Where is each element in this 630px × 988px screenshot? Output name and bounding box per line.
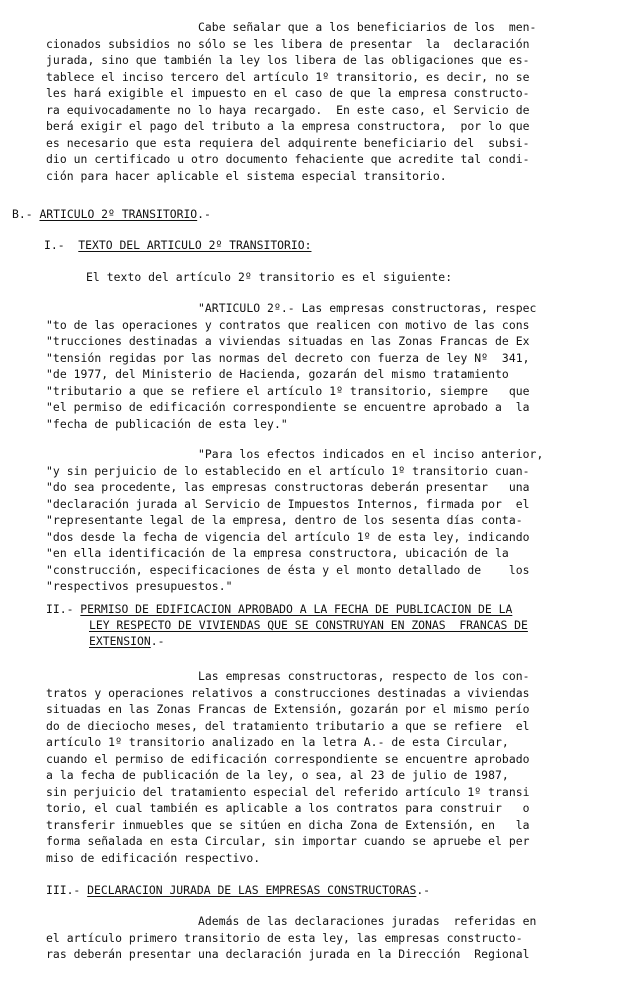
text-line: ra equivocadamente no lo haya recargado. En este caso, el Servicio de [46, 103, 530, 117]
text-line: "ARTICULO 2º.- Las empresas constructoras, respec [46, 301, 537, 315]
text-line: sin perjuicio del tratamiento especial del referido artículo 1º transi [46, 785, 530, 799]
text-line: artículo 1º transitorio analizado en la letra A.- de esta Circular, [46, 735, 509, 749]
text-line: tratos y operaciones relativos a construcciones destinadas a viviendas [46, 686, 530, 700]
text-line: torio, el cual también es aplicable a los contratos para construir o [46, 801, 530, 815]
text-line: "fecha de publicación de esta ley." [46, 417, 288, 431]
text-line: "tensión regidas por las normas del decreto con fuerza de ley Nº 341, [46, 351, 530, 365]
section-b-title: ARTICULO 2º TRANSITORIO [39, 207, 198, 221]
section-i-heading [44, 237, 311, 253]
section-ii-title-line: EXTENSION [89, 634, 151, 648]
text-line: "tributario a que se refiere el artículo 1º transitorio, siempre que [46, 384, 530, 398]
section-iii-prefix: III.- [46, 883, 88, 897]
text-line: les hará exigible el impuesto en el caso de que la empresa constructo- [46, 86, 530, 100]
text-line: "to de las operaciones y contratos que realicen con motivo de las cons [46, 318, 530, 332]
section-b-heading [12, 206, 211, 222]
text-line: Las empresas constructoras, respecto de los con- [46, 669, 530, 683]
section-ii-suffix: .- [150, 634, 165, 648]
text-line: "dos desde la fecha de vigencia del artículo 1º de esta ley, indicando [46, 530, 530, 544]
section-ii-title-line: PERMISO DE EDIFICACION APROBADO A LA FECHA DE PUBLICACION DE LA [80, 602, 513, 616]
text-line: Cabe señalar que a los beneficiarios de los men- [46, 20, 537, 34]
text-line: tablece el inciso tercero del artículo 1º transitorio, es decir, no se [46, 70, 530, 84]
text-line: cionados subsidios no sólo se les libera de presentar la declaración [46, 37, 530, 51]
text-line: a la fecha de publicación de la ley, o sea, al 23 de julio de 1987, [46, 768, 509, 782]
text-line: "respectivos presupuestos." [46, 579, 233, 593]
text-line: "y sin perjuicio de lo establecido en el artículo 1º transitorio cuan- [46, 464, 530, 478]
text-line: es necesario que esta requiera del adquirente beneficiario del subsi- [46, 136, 530, 150]
section-iii-heading [46, 882, 430, 898]
text-line: "el permiso de edificación correspondiente se encuentre aprobado a la [46, 400, 530, 414]
text-line: ras deberán presentar una declaración jurada en la Dirección Regional [46, 947, 530, 961]
text-line: "en ella identificación de la empresa constructora, ubicación de la [46, 546, 509, 560]
text-line: jurada, sino que también la ley los libera de las obligaciones que es- [46, 53, 530, 67]
text-line: miso de edificación respectivo. [46, 851, 261, 865]
text-line: do de dieciocho meses, del tratamiento tributario a que se refiere el [46, 719, 530, 733]
text-line: "declaración jurada al Servicio de Impuestos Internos, firmada por el [46, 497, 530, 511]
text-line: "representante legal de la empresa, dentro de los sesenta días conta- [46, 513, 523, 527]
text-line: "do sea procedente, las empresas constructoras deberán presentar una [46, 480, 530, 494]
text-line: "construcción, especificaciones de ésta y el monto detallado de los [46, 563, 530, 577]
text-line: berá exigir el pago del tributo a la empresa constructora, por lo que [46, 119, 530, 133]
text-line: cuando el permiso de edificación correspondiente se encuentre aprobado [46, 752, 530, 766]
section-ii-heading-line-1 [46, 601, 512, 617]
text-line: Además de las declaraciones juradas referidas en [46, 914, 537, 928]
section-ii-title-line: LEY RESPECTO DE VIVIENDAS QUE SE CONSTRUYAN EN ZONAS FRANCAS DE [89, 618, 528, 632]
text-line: forma señalada en esta Circular, sin importar cuando se apruebe el per [46, 834, 530, 848]
text-line: situadas en las Zonas Francas de Extensión, gozarán por el mismo perío [46, 702, 530, 716]
section-b-suffix: .- [197, 207, 211, 221]
text-line: el artículo primero transitorio de esta ley, las empresas constructo- [46, 931, 523, 945]
text-line: ción para hacer aplicable el sistema especial transitorio. [46, 169, 447, 183]
section-iii-title: DECLARACION JURADA DE LAS EMPRESAS CONSTRUCTORAS [87, 883, 417, 897]
section-iii-suffix: .- [416, 883, 431, 897]
section-i-title: TEXTO DEL ARTICULO 2º TRANSITORIO: [78, 238, 312, 252]
text-line: "Para los efectos indicados en el inciso anterior, [46, 447, 544, 461]
section-ii-heading-line-3 [89, 633, 164, 649]
section-i-prefix: I.- [44, 238, 79, 252]
section-ii-prefix: II.- [46, 602, 81, 616]
text-line: dio un certificado u otro documento fehaciente que acredite tal condi- [46, 152, 530, 166]
intro-line: El texto del artículo 2º transitorio es el siguiente: [86, 270, 453, 284]
text-line: transferir inmuebles que se sitúen en dicha Zona de Extensión, en la [46, 818, 530, 832]
text-line: "de 1977, del Ministerio de Hacienda, gozarán del mismo tratamiento [46, 367, 509, 381]
section-b-prefix: B.- [12, 207, 40, 221]
text-line: "trucciones destinadas a viviendas situadas en las Zonas Francas de Ex [46, 334, 530, 348]
